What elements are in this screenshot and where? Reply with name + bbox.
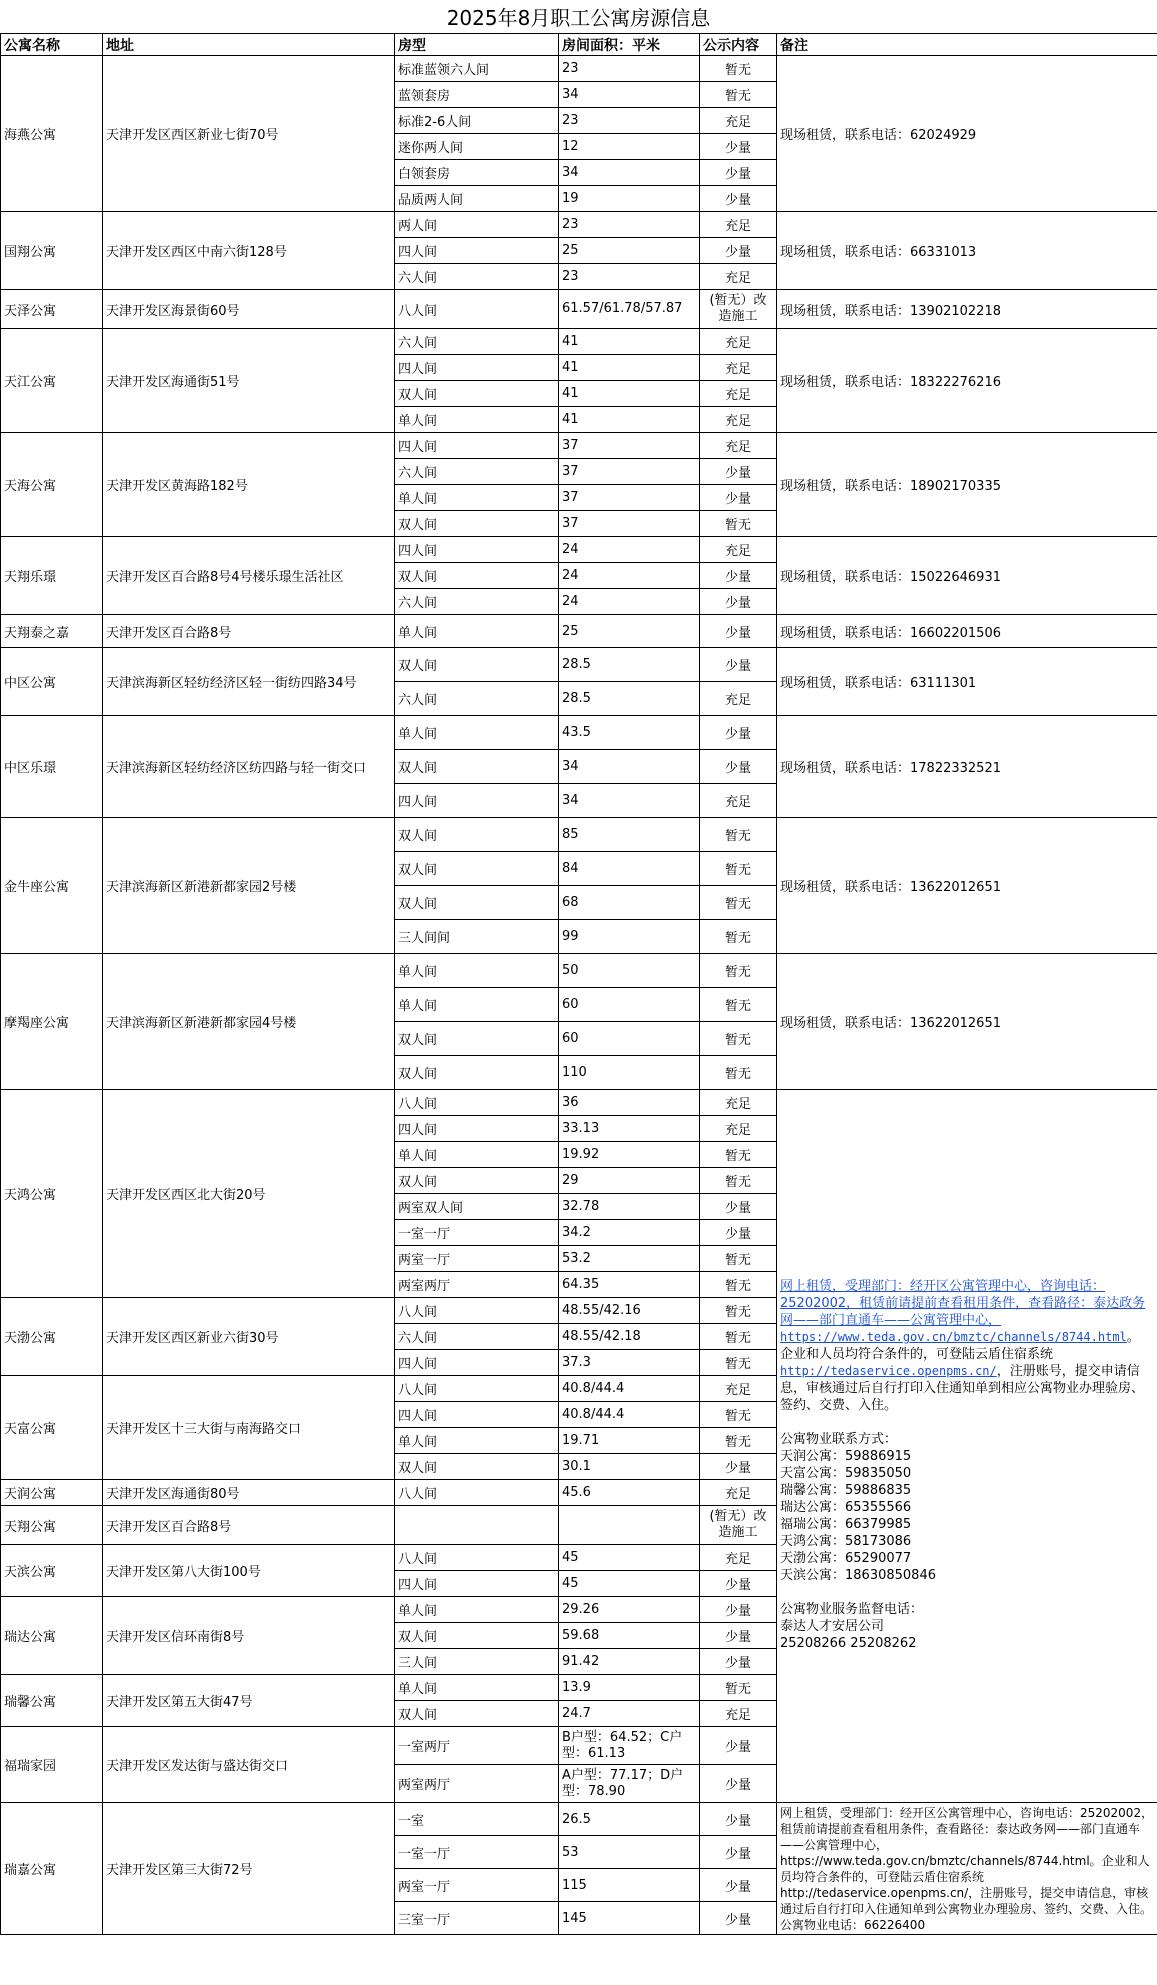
room-area: 43.5 (559, 716, 700, 750)
room-type: 蓝领套房 (395, 82, 559, 108)
room-area: 25 (559, 615, 700, 648)
room-status: 暂无 (700, 1298, 777, 1324)
room-type: 六人间 (395, 459, 559, 485)
room-status: 暂无 (700, 1022, 777, 1056)
room-area: 61.57/61.78/57.87 (559, 290, 700, 329)
room-area: 145 (559, 1902, 700, 1935)
room-area: 24 (559, 563, 700, 589)
room-type: 两室两厅 (395, 1765, 559, 1803)
room-type: 六人间 (395, 264, 559, 290)
room-type: 单人间 (395, 485, 559, 511)
header-status: 公示内容 (700, 34, 777, 56)
room-status: 充足 (700, 108, 777, 134)
room-area: 68 (559, 886, 700, 920)
apartment-address: 天津开发区西区新业七街70号 (103, 56, 395, 212)
apartment-note: 现场租赁，联系电话：62024929 (777, 56, 1157, 212)
room-status: 充足 (700, 1090, 777, 1116)
apartment-note: 现场租赁，联系电话：13622012651 (777, 818, 1157, 954)
room-status: 少量 (700, 1623, 777, 1649)
room-type: 四人间 (395, 1402, 559, 1428)
apartment-address: 天津开发区发达街与盛达街交口 (103, 1727, 395, 1803)
room-type: 双人间 (395, 1701, 559, 1727)
room-area: 60 (559, 1022, 700, 1056)
room-type: 八人间 (395, 1376, 559, 1402)
apartment-name: 天富公寓 (1, 1376, 103, 1480)
apartment-address: 天津开发区百合路8号 (103, 615, 395, 648)
apartment-address: 天津开发区黄海路182号 (103, 433, 395, 537)
room-area: 85 (559, 818, 700, 852)
table-row (1, 954, 1157, 988)
room-status: 充足 (700, 682, 777, 716)
room-area: 28.5 (559, 648, 700, 682)
room-area: B户型：64.52；C户型：61.13 (559, 1727, 700, 1765)
apartment-address: 天津开发区西区新业六街30号 (103, 1298, 395, 1376)
room-area: 19.92 (559, 1142, 700, 1168)
room-type: 双人间 (395, 1022, 559, 1056)
room-area: 25 (559, 238, 700, 264)
room-type: 八人间 (395, 290, 559, 329)
apartment-address: 天津开发区海通街51号 (103, 329, 395, 433)
apartment-note: 现场租赁，联系电话：13902102218 (777, 290, 1157, 329)
table-row (1, 1090, 1157, 1116)
supervise-org: 泰达人才安居公司 (780, 1619, 885, 1634)
supervise-phones: 25208266 25208262 (780, 1636, 917, 1651)
room-type: 一室一厅 (395, 1220, 559, 1246)
room-type: 四人间 (395, 1116, 559, 1142)
room-area: 34 (559, 784, 700, 818)
room-type: 双人间 (395, 886, 559, 920)
room-type: 单人间 (395, 716, 559, 750)
room-status: 暂无 (700, 1675, 777, 1701)
room-area: 34 (559, 82, 700, 108)
room-type: 两人间 (395, 212, 559, 238)
apartment-address: 天津开发区信环南街8号 (103, 1597, 395, 1675)
room-type: 单人间 (395, 988, 559, 1022)
room-type: 双人间 (395, 563, 559, 589)
room-area: 40.8/44.4 (559, 1376, 700, 1402)
apartment-address: 天津滨海新区新港新都家园2号楼 (103, 818, 395, 954)
room-area: 37.3 (559, 1350, 700, 1376)
room-status: 充足 (700, 212, 777, 238)
table-row (1, 1803, 1157, 1836)
room-status: 少量 (700, 1597, 777, 1623)
contact-line: 天润公寓：59886915 (780, 1449, 912, 1464)
apartment-name: 福瑞家园 (1, 1727, 103, 1803)
room-area: 41 (559, 329, 700, 355)
room-status: 少量 (700, 134, 777, 160)
room-status: 少量 (700, 186, 777, 212)
room-area: 12 (559, 134, 700, 160)
openpms-link[interactable]: http://tedaservice.openpms.cn/ (780, 1364, 997, 1378)
room-status: 充足 (700, 537, 777, 563)
room-type: 两室双人间 (395, 1194, 559, 1220)
room-status: 少量 (700, 1220, 777, 1246)
room-status: 暂无 (700, 1402, 777, 1428)
room-type: 双人间 (395, 1056, 559, 1090)
contact-line: 天渤公寓：65290077 (780, 1551, 912, 1566)
room-area: 37 (559, 511, 700, 537)
apartment-note: 现场租赁，联系电话：17822332521 (777, 716, 1157, 818)
supervise-title: 公寓物业服务监督电话： (780, 1602, 924, 1617)
header-area: 房间面积：平米 (559, 34, 700, 56)
room-type: 八人间 (395, 1545, 559, 1571)
room-area: 50 (559, 954, 700, 988)
room-status: 少量 (700, 160, 777, 186)
apartment-name: 天海公寓 (1, 433, 103, 537)
room-status: 充足 (700, 264, 777, 290)
room-type: 双人间 (395, 511, 559, 537)
ruijia-note: 网上租赁，受理部门：经开区公寓管理中心，咨询电话：25202002，租赁前请提前查看租用条件，查看路径：泰达政务网——部门直通车——公寓管理中心，https://www.teda.gov.cn/bmztc/channels/8744.html。企业和人员均符合条件的，可登陆云盾住宿系统http://tedaservice.openpms.cn/，注册账号，提交申请信息，审核通过后自行打印入住通知单到公寓物业办理验房、签约、交费、入住。公寓物业电话：66226400 (777, 1803, 1157, 1935)
room-status: 暂无 (700, 1428, 777, 1454)
header-address: 地址 (103, 34, 395, 56)
room-type: 标准蓝领六人间 (395, 56, 559, 82)
room-area: 48.55/42.16 (559, 1298, 700, 1324)
room-area: 53.2 (559, 1246, 700, 1272)
room-type: 单人间 (395, 1597, 559, 1623)
room-area: 19.71 (559, 1428, 700, 1454)
header-name: 公寓名称 (1, 34, 103, 56)
room-type: 六人间 (395, 589, 559, 615)
contact-line: 天滨公寓：18630850846 (780, 1568, 936, 1583)
room-status: 少量 (700, 563, 777, 589)
table-row (1, 329, 1157, 355)
room-status: 少量 (700, 750, 777, 784)
contact-line: 瑞馨公寓：59886835 (780, 1483, 912, 1498)
room-area: 24.7 (559, 1701, 700, 1727)
room-type (395, 1506, 559, 1545)
apartment-address: 天津滨海新区轻纺经济区纺四路与轻一街交口 (103, 716, 395, 818)
room-type: 单人间 (395, 954, 559, 988)
apartment-address: 天津滨海新区新港新都家园4号楼 (103, 954, 395, 1090)
room-area: 53 (559, 1836, 700, 1869)
apartment-name: 海燕公寓 (1, 56, 103, 212)
room-type: 双人间 (395, 818, 559, 852)
room-type: 六人间 (395, 682, 559, 716)
room-type: 标准2-6人间 (395, 108, 559, 134)
room-status: 充足 (700, 355, 777, 381)
room-status: 暂无 (700, 1142, 777, 1168)
apartment-note: 现场租赁，联系电话：18322276216 (777, 329, 1157, 433)
header-room-type: 房型 (395, 34, 559, 56)
room-type: 双人间 (395, 1454, 559, 1480)
room-type: 一室一厅 (395, 1836, 559, 1869)
room-area: 48.55/42.18 (559, 1324, 700, 1350)
room-area: 19 (559, 186, 700, 212)
room-type: 单人间 (395, 1675, 559, 1701)
room-status: 暂无 (700, 511, 777, 537)
room-type: 八人间 (395, 1090, 559, 1116)
room-status: 暂无 (700, 954, 777, 988)
room-status: 充足 (700, 407, 777, 433)
room-type: 八人间 (395, 1480, 559, 1506)
contact-line: 天鸿公寓：58173086 (780, 1534, 912, 1549)
room-status: 少量 (700, 1803, 777, 1836)
room-type: 双人间 (395, 1623, 559, 1649)
room-type: 两室一厅 (395, 1869, 559, 1902)
room-status: 暂无 (700, 1350, 777, 1376)
apartment-name: 天翔公寓 (1, 1506, 103, 1545)
apartment-name: 中区乐璟 (1, 716, 103, 818)
contact-line: 天富公寓：59835050 (780, 1466, 912, 1481)
room-type: 六人间 (395, 1324, 559, 1350)
room-area: 60 (559, 988, 700, 1022)
table-row (1, 716, 1157, 750)
room-area: 34 (559, 750, 700, 784)
room-status: 充足 (700, 329, 777, 355)
room-area: 37 (559, 433, 700, 459)
room-area: 41 (559, 381, 700, 407)
table-row (1, 818, 1157, 852)
apartment-note: 现场租赁，联系电话：18902170335 (777, 433, 1157, 537)
room-status: 少量 (700, 1454, 777, 1480)
room-status: 少量 (700, 1571, 777, 1597)
room-area: A户型：77.17；D户型：78.90 (559, 1765, 700, 1803)
room-status: 少量 (700, 1902, 777, 1935)
room-area: 29.26 (559, 1597, 700, 1623)
room-type: 迷你两人间 (395, 134, 559, 160)
room-status: 少量 (700, 459, 777, 485)
room-area: 99 (559, 920, 700, 954)
room-type: 三人间间 (395, 920, 559, 954)
room-type: 双人间 (395, 1168, 559, 1194)
room-status: 充足 (700, 1376, 777, 1402)
room-status: 少量 (700, 1194, 777, 1220)
apartment-address: 天津滨海新区轻纺经济区轻一街纺四路34号 (103, 648, 395, 716)
room-area: 45 (559, 1571, 700, 1597)
room-status: 充足 (700, 1480, 777, 1506)
room-area: 34 (559, 160, 700, 186)
table-row (1, 433, 1157, 459)
room-status: 少量 (700, 648, 777, 682)
room-type: 两室一厅 (395, 1246, 559, 1272)
room-status: 暂无 (700, 920, 777, 954)
apartment-address: 天津开发区百合路8号 (103, 1506, 395, 1545)
room-status: 暂无 (700, 852, 777, 886)
room-status: 暂无 (700, 886, 777, 920)
room-area: 41 (559, 355, 700, 381)
room-area (559, 1506, 700, 1545)
sheet-title: 2025年8月职工公寓房源信息 (0, 0, 1157, 34)
room-status: 暂无 (700, 1324, 777, 1350)
room-type: 四人间 (395, 238, 559, 264)
room-status: 暂无 (700, 1272, 777, 1298)
room-status: 充足 (700, 433, 777, 459)
apartment-name: 天鸿公寓 (1, 1090, 103, 1298)
room-status: 少量 (700, 1765, 777, 1803)
teda-channel-link[interactable]: https://www.teda.gov.cn/bmztc/channels/8744.html (780, 1330, 1127, 1344)
room-status: 少量 (700, 485, 777, 511)
room-status: 暂无 (700, 56, 777, 82)
apartment-name: 中区公寓 (1, 648, 103, 716)
apartment-address: 天津开发区海通街80号 (103, 1480, 395, 1506)
room-status: 充足 (700, 1545, 777, 1571)
apartment-name: 国翔公寓 (1, 212, 103, 290)
apartment-address: 天津开发区百合路8号4号楼乐璟生活社区 (103, 537, 395, 615)
room-status: 暂无 (700, 988, 777, 1022)
room-status: 暂无 (700, 1168, 777, 1194)
room-area: 40.8/44.4 (559, 1402, 700, 1428)
table-row (1, 290, 1157, 329)
table-row (1, 212, 1157, 238)
room-area: 32.78 (559, 1194, 700, 1220)
apartment-address: 天津开发区西区中南六街128号 (103, 212, 395, 290)
apartment-name: 瑞馨公寓 (1, 1675, 103, 1727)
apartment-name: 天滨公寓 (1, 1545, 103, 1597)
room-area: 110 (559, 1056, 700, 1090)
apartment-address: 天津开发区西区北大街20号 (103, 1090, 395, 1298)
table-body (1, 56, 1157, 1935)
system-text: 企业和人员均符合条件的，可登陆云盾住宿系统 (780, 1347, 1054, 1362)
contact-line: 瑞达公寓：65355566 (780, 1500, 912, 1515)
room-area: 24 (559, 537, 700, 563)
room-area: 33.13 (559, 1116, 700, 1142)
apartment-address: 天津开发区第五大街47号 (103, 1675, 395, 1727)
apartment-name: 天泽公寓 (1, 290, 103, 329)
room-type: 双人间 (395, 381, 559, 407)
room-area: 59.68 (559, 1623, 700, 1649)
apartment-address: 天津开发区第八大街100号 (103, 1545, 395, 1597)
room-type: 四人间 (395, 537, 559, 563)
room-area: 23 (559, 56, 700, 82)
housing-table (0, 33, 1157, 1935)
room-area: 34.2 (559, 1220, 700, 1246)
room-status: 少量 (700, 615, 777, 648)
room-type: 六人间 (395, 329, 559, 355)
apartment-name: 瑞嘉公寓 (1, 1803, 103, 1935)
room-type: 品质两人间 (395, 186, 559, 212)
apartment-note: 现场租赁，联系电话：66331013 (777, 212, 1157, 290)
room-type: 八人间 (395, 1298, 559, 1324)
room-type: 四人间 (395, 433, 559, 459)
room-type: 双人间 (395, 750, 559, 784)
room-area: 23 (559, 108, 700, 134)
room-status: 少量 (700, 1649, 777, 1675)
room-status: 少量 (700, 1727, 777, 1765)
apartment-name: 天翔乐璟 (1, 537, 103, 615)
room-status: 暂无 (700, 1056, 777, 1090)
table-row (1, 56, 1157, 82)
room-type: 双人间 (395, 648, 559, 682)
apartment-name: 天江公寓 (1, 329, 103, 433)
room-type: 单人间 (395, 1142, 559, 1168)
room-status: 充足 (700, 1701, 777, 1727)
room-area: 36 (559, 1090, 700, 1116)
room-type: 三人间 (395, 1649, 559, 1675)
room-status: 暂无 (700, 818, 777, 852)
room-area: 84 (559, 852, 700, 886)
room-type: 单人间 (395, 615, 559, 648)
room-status: 少量 (700, 589, 777, 615)
room-area: 29 (559, 1168, 700, 1194)
room-status: 充足 (700, 381, 777, 407)
header-note: 备注 (777, 34, 1157, 56)
room-type: 一室两厅 (395, 1727, 559, 1765)
room-area: 30.1 (559, 1454, 700, 1480)
room-area: 28.5 (559, 682, 700, 716)
application-text: ，注册账号，提交申请信息，审核通过后自行打印入住通知单到相应公寓物业办理验房、签约、交费、入住。 (780, 1364, 1145, 1413)
room-area: 91.42 (559, 1649, 700, 1675)
room-area: 45.6 (559, 1480, 700, 1506)
room-type: 四人间 (395, 355, 559, 381)
apartment-name: 瑞达公寓 (1, 1597, 103, 1675)
room-status: 少量 (700, 1836, 777, 1869)
room-type: 单人间 (395, 1428, 559, 1454)
link-tail: 。 (1126, 1330, 1140, 1345)
room-status: 少量 (700, 238, 777, 264)
room-status: 少量 (700, 716, 777, 750)
table-row (1, 615, 1157, 648)
room-type: 四人间 (395, 784, 559, 818)
apartment-note: 现场租赁，联系电话：16602201506 (777, 615, 1157, 648)
apartment-name: 摩羯座公寓 (1, 954, 103, 1090)
table-row (1, 648, 1157, 682)
room-area: 41 (559, 407, 700, 433)
room-type: 双人间 (395, 852, 559, 886)
apartment-note: 现场租赁，联系电话：15022646931 (777, 537, 1157, 615)
rental-info-link[interactable]: 网上租赁，受理部门：经开区公寓管理中心，咨询电话：25202002，租赁前请提前查看租用条件，查看路径：泰达政务网——部门直通车——公寓管理中心， (780, 1279, 1146, 1328)
apartment-note: 现场租赁，联系电话：63111301 (777, 648, 1157, 716)
room-type: 三室一厅 (395, 1902, 559, 1935)
room-status: (暂无）改造施工 (700, 290, 777, 329)
apartment-address: 天津开发区第三大街72号 (103, 1803, 395, 1935)
room-type: 一室 (395, 1803, 559, 1836)
apartment-note: 现场租赁，联系电话：13622012651 (777, 954, 1157, 1090)
room-status: 少量 (700, 1869, 777, 1902)
online-rental-note (777, 1090, 1157, 1803)
room-type: 两室两厅 (395, 1272, 559, 1298)
apartment-name: 天润公寓 (1, 1480, 103, 1506)
room-area: 45 (559, 1545, 700, 1571)
room-status: 充足 (700, 784, 777, 818)
room-status: (暂无）改造施工 (700, 1506, 777, 1545)
room-status: 暂无 (700, 82, 777, 108)
room-area: 37 (559, 485, 700, 511)
apartment-name: 金牛座公寓 (1, 818, 103, 954)
apartment-address: 天津开发区海景街60号 (103, 290, 395, 329)
contacts-title: 公寓物业联系方式： (780, 1432, 898, 1447)
room-area: 115 (559, 1869, 700, 1902)
room-status: 暂无 (700, 1246, 777, 1272)
room-area: 23 (559, 264, 700, 290)
room-status: 充足 (700, 1116, 777, 1142)
room-area: 64.35 (559, 1272, 700, 1298)
apartment-address: 天津开发区十三大街与南海路交口 (103, 1376, 395, 1480)
apartment-name: 天翔泰之嘉 (1, 615, 103, 648)
room-type: 白领套房 (395, 160, 559, 186)
room-area: 26.5 (559, 1803, 700, 1836)
table-row (1, 537, 1157, 563)
room-type: 四人间 (395, 1571, 559, 1597)
room-area: 23 (559, 212, 700, 238)
room-area: 13.9 (559, 1675, 700, 1701)
room-area: 24 (559, 589, 700, 615)
header-row (1, 34, 1157, 56)
room-type: 单人间 (395, 407, 559, 433)
apartment-name: 天渤公寓 (1, 1298, 103, 1376)
room-type: 四人间 (395, 1350, 559, 1376)
contact-line: 福瑞公寓：66379985 (780, 1517, 912, 1532)
room-area: 37 (559, 459, 700, 485)
